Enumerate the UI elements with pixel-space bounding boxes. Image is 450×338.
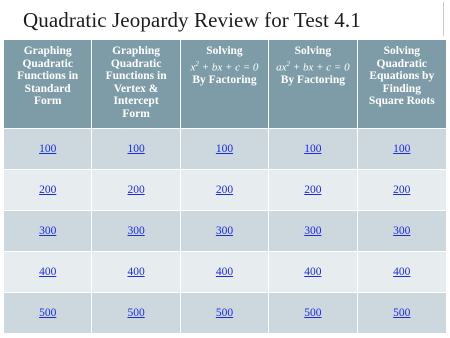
board-cell (358, 251, 446, 292)
board-cell (4, 251, 92, 292)
category-graphing-vertex (92, 40, 180, 128)
question-link[interactable]: 100 (393, 143, 411, 155)
question-link[interactable]: 100 (39, 143, 57, 155)
question-link[interactable]: 400 (127, 266, 145, 278)
question-link[interactable]: 500 (127, 307, 145, 319)
category-line: Functions in (105, 70, 167, 82)
question-link[interactable]: 400 (39, 266, 57, 278)
board-cell (358, 128, 446, 169)
category-header-row (4, 40, 446, 128)
category-line: Intercept (113, 95, 159, 107)
equation: $ax^2$ + bx + c = 0 (276, 59, 350, 74)
question-link[interactable]: 400 (393, 266, 411, 278)
category-line: Solving (383, 45, 420, 57)
question-link[interactable]: 500 (215, 307, 234, 319)
category-factoring-monic (181, 40, 269, 128)
category-line: Functions in (17, 70, 79, 82)
question-link[interactable]: 500 (393, 307, 411, 319)
board-cell (92, 210, 180, 251)
category-line: Standard (24, 82, 71, 95)
category-graphing-standard (4, 40, 92, 128)
title-bar (0, 0, 450, 40)
row-200 (4, 169, 446, 210)
board-cell (358, 210, 446, 251)
category-line: Graphing (112, 45, 161, 57)
board-cell (181, 169, 269, 210)
equation: $x^2$ + bx + c = 0 (190, 59, 259, 74)
board-cell (92, 128, 180, 169)
question-link[interactable]: 100 (127, 143, 145, 155)
category-line: Quadratic (376, 57, 428, 70)
question-link[interactable]: 300 (39, 225, 57, 237)
category-line: By Factoring (280, 74, 345, 87)
question-link[interactable]: 200 (215, 184, 234, 196)
category-line: Quadratic (110, 57, 162, 70)
question-link[interactable]: 200 (393, 184, 411, 196)
row-300 (4, 210, 446, 251)
board-cell (181, 128, 269, 169)
board-cell (269, 128, 357, 169)
title-divider (443, 2, 444, 36)
board-cell (181, 292, 269, 333)
category-line: Solving (294, 45, 332, 57)
question-link[interactable]: 300 (215, 225, 234, 237)
question-link[interactable]: 300 (127, 225, 145, 237)
board-cell (269, 169, 357, 210)
board-cell (269, 251, 357, 292)
category-line: Form (122, 107, 150, 120)
question-link[interactable]: 400 (215, 266, 234, 278)
question-link[interactable]: 500 (39, 307, 57, 319)
category-line: Finding (382, 82, 421, 95)
row-500 (4, 292, 446, 333)
board-cell (92, 292, 180, 333)
question-link[interactable]: 400 (304, 266, 322, 278)
category-line: Solving (206, 45, 243, 57)
board-cell (358, 292, 446, 333)
question-link[interactable]: 200 (39, 184, 57, 196)
question-link[interactable]: 200 (304, 184, 322, 196)
jeopardy-board (4, 40, 446, 333)
page-title: Quadratic Jeopardy Review for Test 4.1 (23, 8, 361, 32)
category-line: By Factoring (192, 74, 257, 87)
board-cell (92, 169, 180, 210)
question-link[interactable]: 300 (304, 225, 322, 237)
question-link[interactable]: 300 (393, 225, 411, 237)
board-cell (4, 292, 92, 333)
question-link[interactable]: 200 (127, 184, 145, 196)
category-line: Vertex & (113, 82, 159, 95)
category-line: Quadratic (22, 57, 73, 70)
board-cell (269, 210, 357, 251)
question-link[interactable]: 100 (215, 143, 234, 155)
category-line: Square Roots (368, 95, 435, 107)
board-cell (181, 251, 269, 292)
board-cell (92, 251, 180, 292)
board-cell (4, 128, 92, 169)
board-cell (358, 169, 446, 210)
board-cell (269, 292, 357, 333)
category-line: Equations by (369, 70, 435, 82)
board-cell (4, 169, 92, 210)
board-cell (181, 210, 269, 251)
category-square-roots (358, 40, 446, 128)
question-link[interactable]: 500 (304, 307, 322, 319)
row-400 (4, 251, 446, 292)
board-cell (4, 210, 92, 251)
category-line: Form (33, 95, 62, 107)
category-factoring-general (269, 40, 357, 128)
row-100 (4, 128, 446, 169)
question-link[interactable]: 100 (304, 143, 322, 155)
category-line: Graphing (23, 45, 72, 57)
